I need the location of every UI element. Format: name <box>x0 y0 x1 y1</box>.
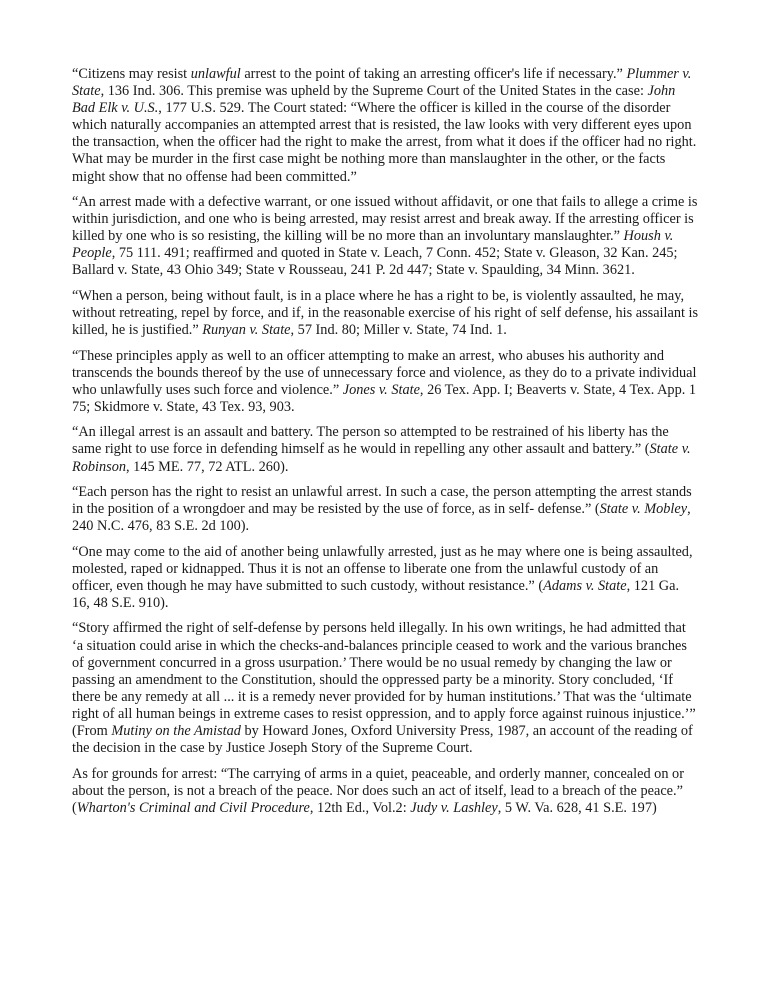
paragraph-plummer: “Citizens may resist unlawful arrest to the point of taking an arresting officer's life if necessary.” Plummer v. State, 136 Ind. 306. This premise was upheld by the Supreme Court of the United States in the case: John Bad Elk v. U.S., 177 U.S. 529. The Court stated: “Where the officer is killed in the course of the disorder which naturally accompanies an attempted arrest that is resisted, the law looks with very different eyes upon the transaction, when the officer had the right to make the arrest, from what it does if the officer had no right. What may be murder in the first case might be nothing more than manslaughter in the other, or the facts might show that no offense had been committed.” <box>72 66 697 185</box>
paragraph-story: “Story affirmed the right of self-defense by persons held illegally. In his own writings, he had admitted that ‘a situation could arise in which the checks-and-balances principle ceased to work and the various branches of government concurred in a gross usurpation.’ There would be no usual remedy by changing the law or passing an amendment to the Constitution, should the oppressed party be a minority. Story concluded, ‘If there be any remedy at all ... it is a remedy never provided for by human institutions.’ That was the ‘ultimate right of all human beings in extreme cases to resist oppression, and to apply force against ruinous injustice.’” (From Mutiny on the Amistad by Howard Jones, Oxford University Press, 1987, an account of the reading of the decision in the case by Justice Joseph Story of the Supreme Court. <box>72 620 696 757</box>
paragraph-robinson: “An illegal arrest is an assault and battery. The person so attempted to be restrained of his liberty has the same right to use force in defending himself as he would in repelling any other assault and battery.” (State v. Robinson, 145 ME. 77, 72 ATL. 260). <box>72 424 691 475</box>
paragraph-adams: “One may come to the aid of another being unlawfully arrested, just as he may where one is being assaulted, molested, raped or kidnapped. Thus it is not an offense to liberate one from the unlawful custody of an officer, even though he may have submitted to such custody, without resistance.” (Adams v. State, 121 Ga. 16, 48 S.E. 910). <box>72 543 693 611</box>
paragraph-jones: “These principles apply as well to an officer attempting to make an arrest, who abuses his authority and transcends the bounds thereof by the use of unnecessary force and violence, as they do to a private individual who unlawfully uses such force and violence.” Jones v. State, 26 Tex. App. I; Beaverts v. State, 4 Tex. App. 1 75; Skidmore v. State, 43 Tex. 93, 903. <box>72 347 697 415</box>
paragraph-runyan: “When a person, being without fault, is in a place where he has a right to be, is violently assaulted, he may, without retreating, repel by force, and if, in the reasonable exercise of his right of self defense, his assailant is killed, he is justified.” Runyan v. State, 57 Ind. 80; Miller v. State, 74 Ind. 1. <box>72 287 699 339</box>
paragraph-mobley: “Each person has the right to resist an unlawful arrest. In such a case, the person attempting the arrest stands in the position of a wrongdoer and may be resisted by the use of force, as in self- defense.” (State v. Mobley, 240 N.C. 476, 83 S.E. 2d 100). <box>72 484 692 535</box>
paragraph-housh: “An arrest made with a defective warrant, or one issued without affidavit, or one that fails to allege a crime is within jurisdiction, and one who is being arrested, may resist arrest and break away. If the arresting officer is killed by one who is so resisting, the killing will be no more than an involuntary manslaughter.” Housh v. People, 75 111. 491; reaffirmed and quoted in State v. Leach, 7 Conn. 452; State v. Gleason, 32 Kan. 245; Ballard v. State, 43 Ohio 349; State v Rousseau, 241 P. 2d 447; State v. Spaulding, 34 Minn. 3621. <box>72 194 698 279</box>
paragraph-wharton: As for grounds for arrest: “The carrying of arms in a quiet, peaceable, and orderly manner, concealed on or about the person, is not a breach of the peace. Nor does such an act of itself, lead to a breach of the peace.” (Wharton's Criminal and Civil Procedure, 12th Ed., Vol.2: Judy v. Lashley, 5 W. Va. 628, 41 S.E. 197) <box>72 765 684 816</box>
document-page <box>72 66 700 825</box>
